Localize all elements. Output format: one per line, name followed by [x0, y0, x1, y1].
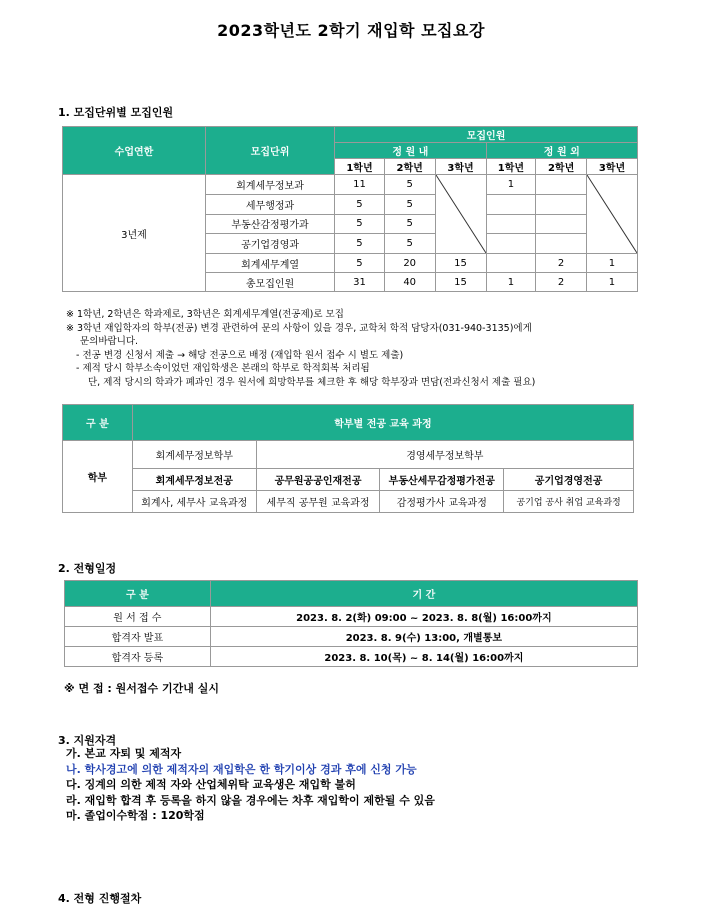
quota-cell: 20	[384, 254, 435, 273]
grade-header: 3학년	[586, 159, 637, 175]
quota-cell: 2	[536, 254, 587, 273]
quota-cell: 15	[435, 273, 486, 292]
requirement-item: 마. 졸업이수학점 : 120학점	[66, 809, 205, 822]
requirement-item: 나. 학사경고에 의한 제적자의 재입학은 한 학기이상 경과 후에 신청 가능	[66, 762, 417, 776]
course-cell: 공기업 공사 취업 교육과정	[504, 491, 634, 513]
note-line: 단, 제적 당시의 학과가 폐과인 경우 원서에 희망학부를 체크한 후 해당 학부장과 면담(전과신청서 제출 필요)	[88, 376, 536, 388]
note-line: - 제적 당시 학부소속이었던 재입학생은 본래의 학부로 학적회복 처리됨	[76, 363, 370, 374]
diagonal-line	[587, 175, 637, 253]
note-line: ※ 3학년 재입학자의 학부(전공) 변경 관련하여 문의 사항이 있을 경우, 교학처 학적 담당자(031-940-3135)에게	[66, 322, 532, 334]
quota-cell	[486, 214, 536, 234]
quota-cell	[486, 254, 536, 273]
major-cell: 부동산세무감정평가전공	[380, 469, 504, 491]
grade-header: 2학년	[384, 159, 435, 175]
outside-header: 정 원 외	[486, 143, 637, 159]
quota-cell: 5	[384, 234, 435, 254]
grade-header: 1학년	[335, 159, 385, 175]
grade-header: 3학년	[435, 159, 486, 175]
quota-cell: 1	[486, 273, 536, 292]
quota-cell: 1	[486, 175, 536, 195]
section1-heading: 1. 모집단위별 모집인원	[58, 106, 174, 119]
major-cell: 공기업경영전공	[504, 469, 634, 491]
note-line: 문의바랍니다.	[80, 336, 139, 347]
quota-cell	[536, 214, 587, 234]
quota-cell: 15	[435, 254, 486, 273]
col-unit-header: 모집단위	[206, 127, 335, 175]
schedule-label: 합격자 발표	[65, 627, 211, 647]
unit-cell: 회계세무계열	[206, 254, 335, 273]
schedule-label: 합격자 등록	[65, 647, 211, 667]
requirement-item: 라. 재입학 합격 후 등록을 하지 않을 경우에는 차후 재입학이 제한될 수 있음	[66, 793, 435, 807]
interview-note: ※ 면 접 : 원서접수 기간내 실시	[64, 682, 219, 695]
quota-cell: 1	[586, 273, 637, 292]
quota-cell	[536, 194, 587, 214]
diagonal-cell	[435, 175, 486, 254]
schedule-table	[64, 580, 638, 667]
unit-cell: 회계세무정보과	[206, 175, 335, 195]
unit-cell: 세무행정과	[206, 194, 335, 214]
schedule-label: 원 서 접 수	[65, 607, 211, 627]
quota-cell: 5	[335, 254, 385, 273]
quota-cell: 5	[384, 175, 435, 195]
quota-cell	[486, 234, 536, 254]
section3-heading: 3. 지원자격	[58, 734, 117, 747]
diagonal-line	[436, 175, 486, 253]
dept-cell: 회계세무정보학부	[132, 441, 256, 469]
unit-cell: 공기업경영과	[206, 234, 335, 254]
quota-table	[62, 126, 638, 292]
quota-cell: 5	[384, 194, 435, 214]
unit-cell: 총모집인원	[206, 273, 335, 292]
inside-header: 정 원 내	[335, 143, 486, 159]
quota-cell: 5	[335, 234, 385, 254]
schedule-period: 2023. 8. 10(목) ~ 8. 14(월) 16:00까지	[210, 647, 637, 667]
schedule-period: 2023. 8. 9(수) 13:00, 개별통보	[210, 627, 637, 647]
grade-header: 1학년	[486, 159, 536, 175]
col-year-header: 수업연한	[63, 127, 206, 175]
quota-cell: 40	[384, 273, 435, 292]
grade-header: 2학년	[536, 159, 587, 175]
requirements-list	[66, 746, 435, 824]
quota-cell: 31	[335, 273, 385, 292]
requirement-item: 가. 본교 자퇴 및 제적자	[66, 747, 182, 760]
page-title: 2023학년도 2학기 재입학 모집요강	[217, 21, 485, 40]
quota-cell: 11	[335, 175, 385, 195]
section2-heading: 2. 전형일정	[58, 562, 117, 575]
col-quota-header: 모집인원	[335, 127, 638, 143]
course-cell: 세무직 공무원 교육과정	[256, 491, 380, 513]
major-col-div-header: 구 분	[63, 405, 133, 441]
quota-cell: 2	[536, 273, 587, 292]
requirement-item: 다. 징계의 의한 제적 자와 산업체위탁 교육생은 재입학 불허	[66, 778, 356, 791]
quota-cell: 1	[586, 254, 637, 273]
course-cell: 회계사, 세무사 교육과정	[132, 491, 256, 513]
note-line: ※ 1학년, 2학년은 학과제로, 3학년은 회계세무계열(전공제)로 모집	[66, 309, 344, 320]
schedule-period: 2023. 8. 2(화) 09:00 ~ 2023. 8. 8(월) 16:00까지	[210, 607, 637, 627]
major-row-label: 학부	[63, 441, 133, 513]
dept-cell: 경영세무정보학부	[256, 441, 633, 469]
year-label: 3년제	[63, 175, 206, 292]
major-cell: 공무원공공인재전공	[256, 469, 380, 491]
quota-cell	[486, 194, 536, 214]
quota-cell	[536, 175, 587, 195]
section4-heading: 4. 전형 진행절차	[58, 892, 142, 905]
unit-cell: 부동산감정평가과	[206, 214, 335, 234]
major-col-course-header: 학부별 전공 교육 과정	[132, 405, 633, 441]
note-line: - 전공 변경 신청서 제출 → 해당 전공으로 배정 (재입학 원서 접수 시 별도 제출)	[76, 349, 404, 361]
schedule-col-period-header: 기 간	[210, 581, 637, 607]
major-cell: 회계세무정보전공	[132, 469, 256, 491]
quota-cell: 5	[384, 214, 435, 234]
diagonal-cell	[586, 175, 637, 254]
schedule-col-div-header: 구 분	[65, 581, 211, 607]
quota-cell	[536, 234, 587, 254]
quota-cell: 5	[335, 194, 385, 214]
major-table	[62, 404, 634, 513]
notes-block	[66, 308, 666, 389]
quota-cell: 5	[335, 214, 385, 234]
course-cell: 감정평가사 교육과정	[380, 491, 504, 513]
